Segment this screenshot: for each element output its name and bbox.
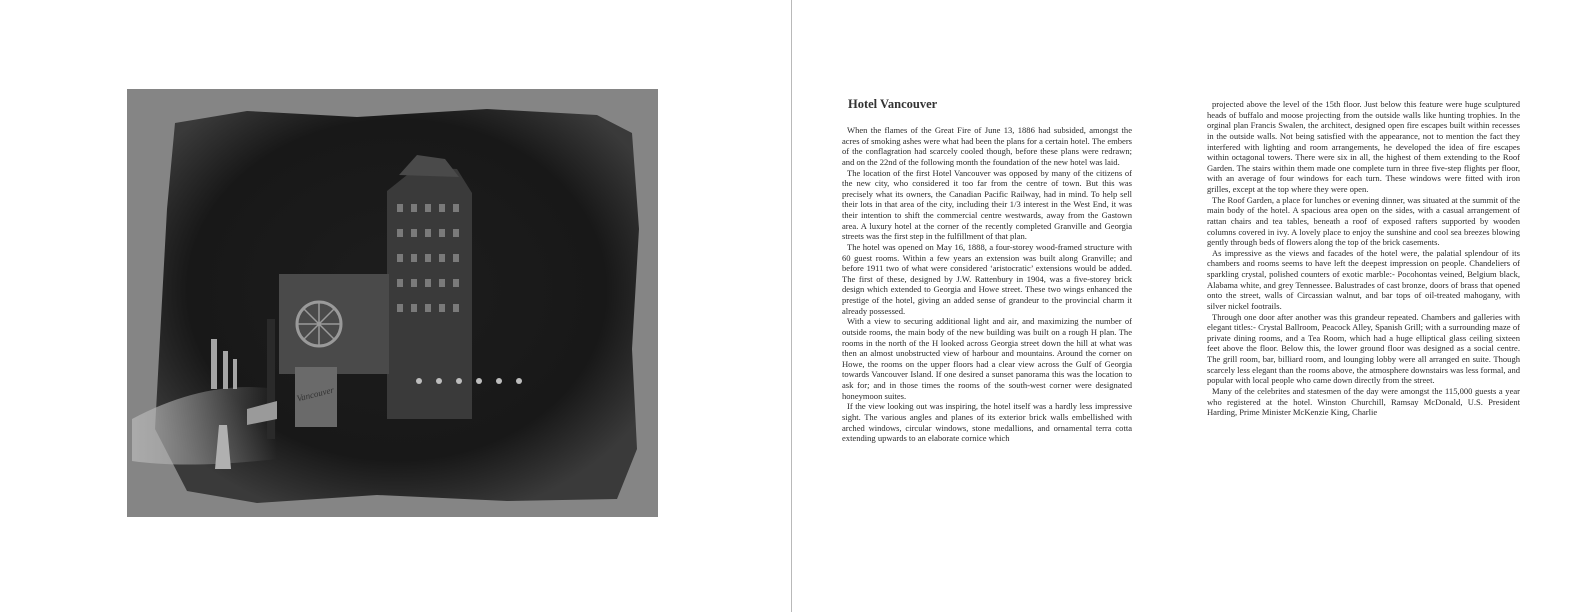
paragraph: projected above the level of the 15th floor. Just below this feature were huge sculptured heads of buffalo and moose projecting from the outside walls like hunting trophies. In the orginal plan Francis Swalen, the architect, designed open fire escapes built within recesses in the outside walls. Not being satisfied with the appearance, not to mention the fact they interfered with lighting and room arrangements, he developed the idea of fire escapes within octagonal towers. There were six in all, the highest of them extending to the Roof Garden. The stairs within them made one complete turn in three five-step flights per floor, with an average of four windows for each turn. These windows were fitted with iron grilles, except at the top where they were open.: [1207, 99, 1520, 194]
paragraph: With a view to securing additional light and air, and maximizing the number of outside rooms, the main body of the new building was built on a rough H plan. The rooms in the north of the H looked across Georgia street down the hill at what was then an almost unobstructed view of harbour and mountains. Around the corner on Howe, the rooms on the upper floors had a clear view across the Gulf of Georgia towards Vancouver Island. If one desired a sunset panorama this was the location to ask for; and in those times the rooms of the south-west corner were designated honeymoon suites.: [842, 316, 1132, 401]
sign-lettering: Vancouver: [295, 384, 335, 404]
paragraph: Many of the celebrites and statesmen of the day were amongst the 115,000 guests a year who registered at the hotel. Winston Churchill, Ramsay McDonald, U.S. President Harding, Prime Minister McKenzie King, Charlie: [1207, 385, 1520, 418]
paragraph: The hotel was opened on May 16, 1888, a four-storey wood-framed structure with 60 guest rooms. Within a few years an extension was built along Granville; and before 1911 two of what were considered ‘aristocratic’ extensions would be added. The first of these, designed by J.W. Rattenbury in 1904, was a five-storey brick design which extended to Georgia and Howe street. These two wings enhanced the prestige of the hotel, giving an added sense of grandeur to the provincial charm it already possessed.: [842, 241, 1132, 316]
lamp-post: [267, 319, 275, 439]
article-title: Hotel Vancouver: [848, 97, 938, 111]
text-column-left: [842, 125, 1132, 444]
text-column-right: [1207, 99, 1520, 418]
paragraph: If the view looking out was inspiring, the hotel itself was a hardly less impressive sight. The various angles and planes of its exterior brick walls embellished with arched windows, circular windows, stone medallions, and ornamental terra cotta extending upwards to an elaborate cornice which: [842, 401, 1132, 444]
charcoal-drawing: [127, 89, 658, 517]
paragraph: The location of the first Hotel Vancouver was opposed by many of the citizens of the new city, who considered it too far from the centre of town. But this was precisely what its owners, the Canadian Pacific Railway, had in mind. To help sell their lots in that area of the city, including their 1/3 interest in the West End, it was their intention to shift the commercial centre westwards, away from the Gastown area. A luxury hotel at the corner of the recently completed Granville and Georgia streets was the first step in the fulfillment of that plan.: [842, 167, 1132, 242]
paragraph: Through one door after another was this grandeur repeated. Chambers and galleries with elegant titles:- Crystal Ballroom, Peacock Alley, Spanish Grill; with a surrounding maze of private dining rooms, and a Tea Room, which had a huge elliptical glass ceiling sixteen feet above the floor. Below this, the lower ground floor was designed as a social centre. The grill room, bar, billiard room, and lounging lobby were all arranged en suite. Though scarcely less elegant than the rooms above, the atmosphere downstairs was less formal, and popular with local people who came down directly from the street.: [1207, 311, 1520, 386]
paragraph: The Roof Garden, a place for lunches or evening dinner, was situated at the summit of the main body of the hotel. A spacious area open on the sides, with a casual arrangement of rattan chairs and tea tables, beneath a roof of exposed rafters supported by wooden columns covered in ivy. A lovely place to enjoy the sunshine and cool sea breezes blowing gently through beds of flowers along the top of the brick casements.: [1207, 194, 1520, 248]
hotel-illustration: [127, 89, 658, 517]
paragraph: When the flames of the Great Fire of June 13, 1886 had subsided, amongst the acres of smoking ashes were what had been the plans for a certain hotel. The embers of the conflagration had scarcely cooled though, before these plans were redrawn; and on the 22nd of the following month the foundation of the new hotel was laid.: [842, 125, 1132, 167]
paragraph: As impressive as the views and facades of the hotel were, the palatial splendour of its chambers and rooms seems to have left the deepest impression on people. Chandeliers of sparkling crystal, polished counters of exotic marble:- Pocohontas veined, Belgium black, Alabama white, and grey Tennessee. Balustrades of cast bronze, doors of brass that opened onto the street, walls of Circassian walnut, and bar tops of oil-treated mahogany, with silver nickel footrails.: [1207, 247, 1520, 311]
page-gutter: [791, 0, 792, 612]
right-page: [793, 0, 1584, 612]
